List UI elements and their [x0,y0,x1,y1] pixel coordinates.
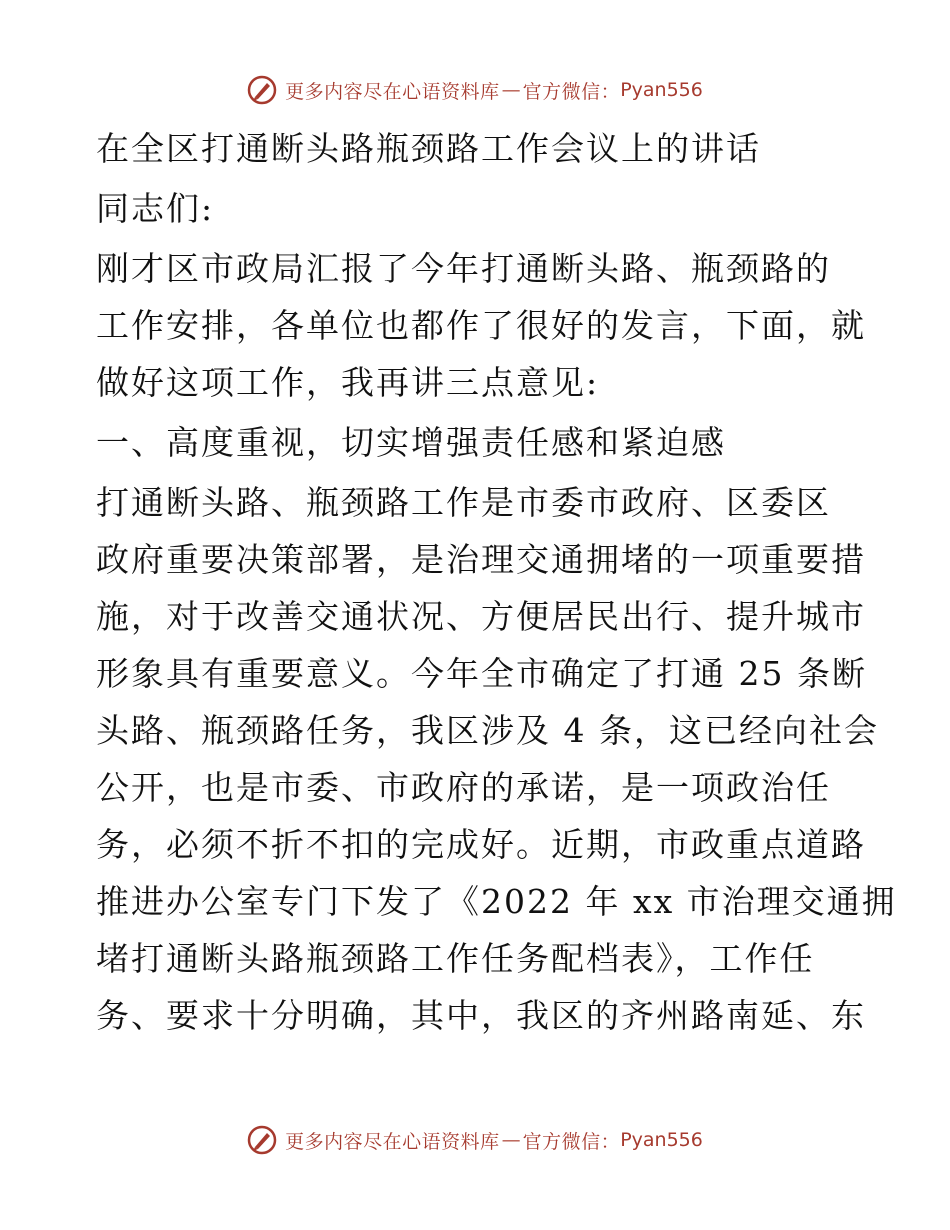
paragraph-line: 公开，也是市委、市政府的承诺，是一项政治任 [96,768,831,807]
paragraph-line: 堵打通断头路瓶颈路工作任务配档表》，工作任 [96,939,815,978]
watermark-wechat-label: 官方微信： [522,1130,621,1153]
watermark-separator: — [501,1129,521,1151]
paragraph-body [96,474,897,1044]
paragraph-line: 刚才区市政局汇报了今年打通断头路、瓶颈路的 [96,249,831,288]
watermark-separator: — [501,79,521,101]
paragraph-line: 推进办公室专门下发了《2022 年 xx 市治理交通拥 [96,882,897,921]
section-heading [96,414,852,471]
watermark-handle: Pyan556 [620,79,703,101]
paragraph-intro [96,240,866,411]
paragraph-line: 打通断头路、瓶颈路工作是市委市政府、区委区 [96,483,831,522]
paragraph-line: 做好这项工作，我再讲三点意见: [96,363,600,402]
paragraph-line: 务、要求十分明确，其中，我区的齐州路南延、东 [96,996,866,1035]
paragraph-line: 头路、瓶颈路任务，我区涉及 4 条，这已经向社会 [96,711,879,750]
paragraph-line: 政府重要决策部署，是治理交通拥堵的一项重要措 [96,540,866,579]
greeting: 同志们: [96,189,215,228]
quill-pen-icon [247,1125,277,1155]
paragraph-line: 施，对于改善交通状况、方便居民出行、提升城市 [96,597,866,636]
paragraph-line: 形象具有重要意义。今年全市确定了打通 25 条断 [96,654,867,693]
document-body [96,120,897,1044]
quill-pen-icon [247,75,277,105]
paragraph-line: 务，必须不折不扣的完成好。近期，市政重点道路 [96,825,866,864]
watermark-brand: 更多内容尽在心语资料库 [285,80,500,103]
section-heading-line: 一、高度重视，切实增强责任感和紧迫感 [96,423,726,462]
watermark-brand: 更多内容尽在心语资料库 [285,1130,500,1153]
header-watermark [0,70,950,110]
document-title: 在全区打通断头路瓶颈路工作会议上的讲话 [96,129,761,168]
paragraph-line: 工作安排，各单位也都作了很好的发言，下面，就 [96,306,866,345]
watermark-wechat-label: 官方微信： [522,80,621,103]
watermark-handle: Pyan556 [620,1129,703,1151]
footer-watermark [0,1120,950,1160]
